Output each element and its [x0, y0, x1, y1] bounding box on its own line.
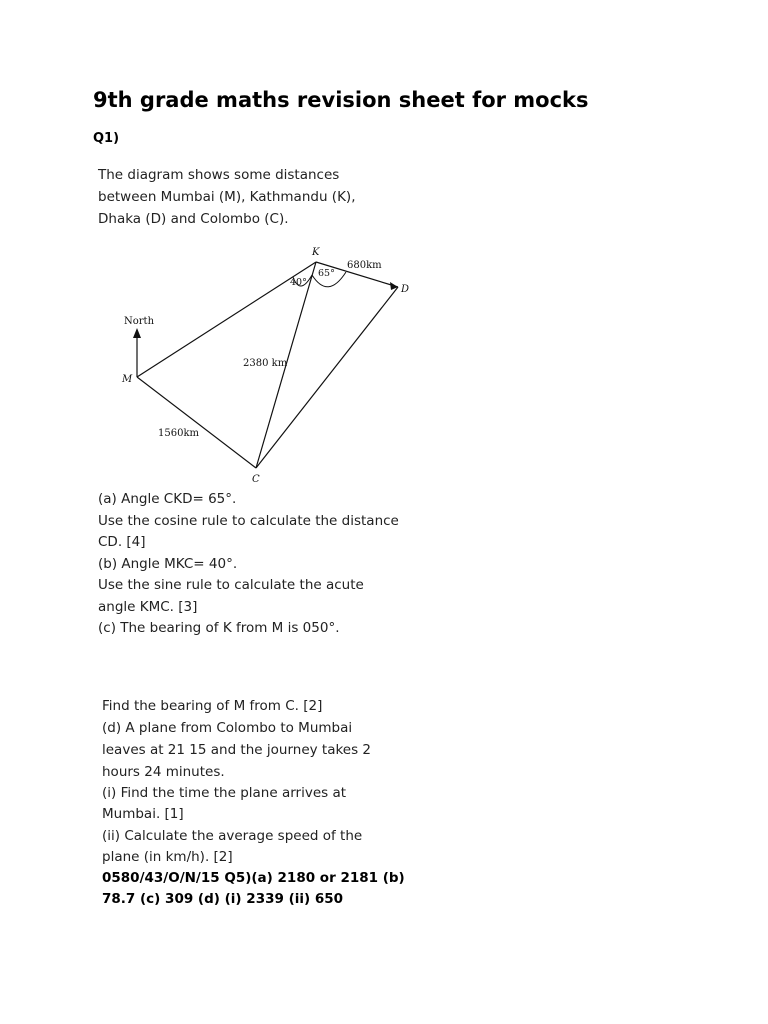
- question-part-line: hours 24 minutes.: [102, 764, 225, 780]
- answer-line: 78.7 (c) 309 (d) (i) 2339 (ii) 650: [102, 891, 344, 907]
- question-part-line: (b) Angle MKC= 40°.: [98, 556, 238, 572]
- question-part-line: (d) A plane from Colombo to Mumbai: [102, 720, 353, 736]
- distance-label-kd: 680km: [347, 260, 382, 271]
- point-label-m: M: [122, 374, 133, 385]
- intro-line: The diagram shows some distances: [98, 167, 340, 183]
- question-label: Q1): [93, 131, 120, 146]
- question-part-line: (i) Find the time the plane arrives at: [102, 785, 347, 801]
- question-part-line: Use the sine rule to calculate the acute: [98, 577, 364, 593]
- question-part-line: CD. [4]: [98, 534, 146, 550]
- angle-label-mkc: 40°: [290, 277, 307, 288]
- question-part-line: (a) Angle CKD= 65°.: [98, 491, 237, 507]
- question-part-line: (c) The bearing of K from M is 050°.: [98, 620, 340, 636]
- question-part-line: Mumbai. [1]: [102, 806, 184, 822]
- page-title: 9th grade maths revision sheet for mocks: [93, 88, 589, 112]
- question-part-line: angle KMC. [3]: [98, 599, 198, 615]
- distance-label-kc: 2380 km: [243, 358, 288, 369]
- intro-line: between Mumbai (M), Kathmandu (K),: [98, 189, 356, 205]
- edge-mc: [137, 377, 256, 468]
- angle-label-ckd: 65°: [318, 268, 335, 279]
- edge-cd: [256, 287, 398, 468]
- question-part-line: plane (in km/h). [2]: [102, 849, 233, 865]
- point-label-k: K: [312, 247, 320, 258]
- question-part-line: Find the bearing of M from C. [2]: [102, 698, 323, 714]
- answer-line: 0580/43/O/N/15 Q5)(a) 2180 or 2181 (b): [102, 870, 405, 886]
- intro-line: Dhaka (D) and Colombo (C).: [98, 211, 289, 227]
- north-label: North: [124, 316, 155, 327]
- point-label-d: D: [401, 284, 410, 295]
- question-part-line: (ii) Calculate the average speed of the: [102, 828, 363, 844]
- north-arrowhead: [133, 328, 141, 338]
- question-part-line: leaves at 21 15 and the journey takes 2: [102, 742, 372, 758]
- point-label-c: C: [252, 474, 260, 485]
- question-part-line: Use the cosine rule to calculate the distance: [98, 513, 399, 529]
- distance-label-mc: 1560km: [158, 428, 199, 439]
